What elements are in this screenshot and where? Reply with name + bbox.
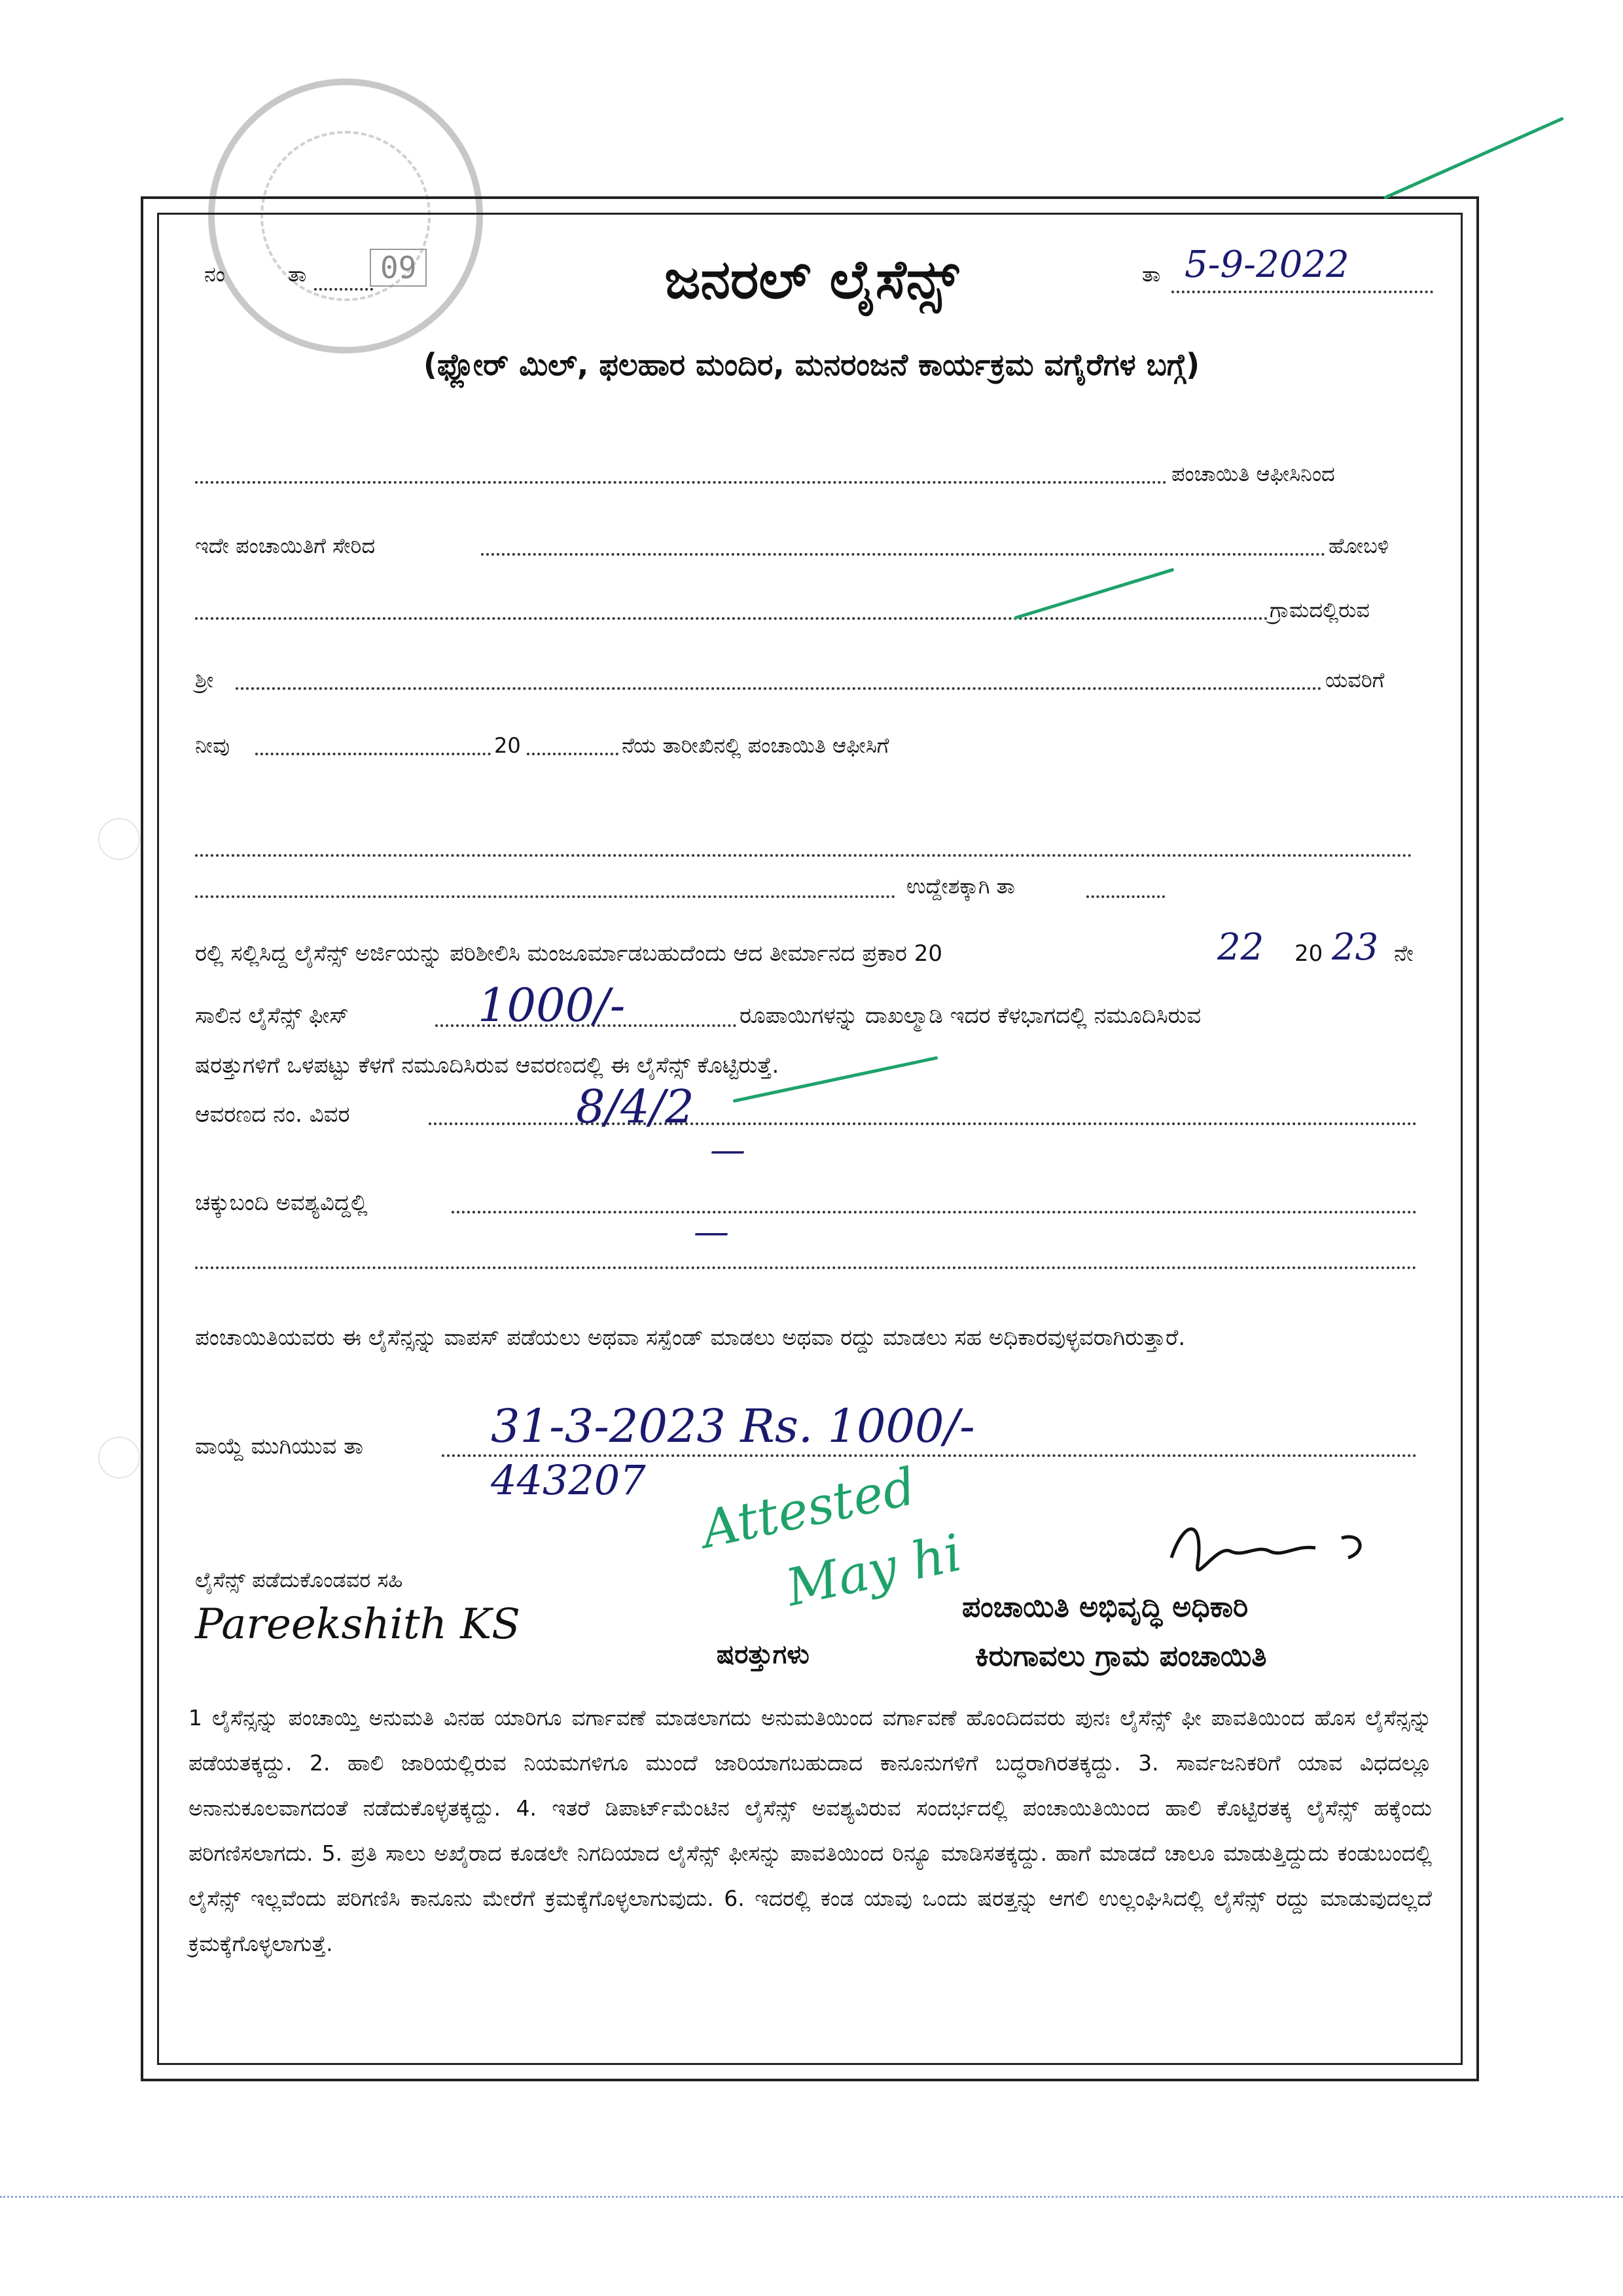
decision-text-end: ನೇ: [1394, 941, 1414, 967]
attestation-line-1: Attested: [696, 1457, 921, 1560]
decision-text: ರಲ್ಲಿ ಸಲ್ಲಿಸಿದ್ದ ಲೈಸೆನ್ಸ್ ಅರ್ಜಿಯನ್ನು ಪರಿಶೀಲಿಸಿ ಮಂಜೂರ್ಮಾಡಬಹುದೆಂದು ಆದ ತೀರ್ಮಾನದ ಪ್ರಕಾರ 20: [195, 941, 942, 967]
issue-date: 5-9-2022: [1185, 243, 1349, 286]
conditions-text: 1 ಲೈಸೆನ್ಸನ್ನು ಪಂಚಾಯ್ತಿ ಅನುಮತಿ ವಿನಹ ಯಾರಿಗೂ ವರ್ಗಾವಣೆ ಮಾಡಲಾಗದು ಅನುಮತಿಯಿಂದ ವರ್ಗಾವಣೆ ಹೊಂದಿದವರು ಪುನಃ ಲೈಸೆನ್ಸ್ ಫೀ ಪಾವತಿಯಿಂದ ಹೊಸ ಲೈಸೆನ್ಸನ್ನು ಪಡೆಯತಕ್ಕದ್ದು. 2. ಹಾಲಿ ಜಾರಿಯಲ್ಲಿರುವ ನಿಯಮಗಳಿಗೂ ಮುಂದೆ ಜಾರಿಯಾಗಬಹುದಾದ ಕಾನೂನುಗಳಿಗೆ ಬದ್ಧರಾಗಿರತಕ್ಕದ್ದು. 3. ಸಾರ್ವಜನಿಕರಿಗೆ ಯಾವ ವಿಧದಲ್ಲೂ ಅನಾನುಕೂಲವಾಗದಂತೆ ನಡೆದುಕೊಳ್ಳತಕ್ಕದ್ದು. 4. ಇತರೆ ಡಿಪಾರ್ಟ್‌ಮೆಂಟಿನ ಲೈಸೆನ್ಸ್ ಅವಶ್ಯವಿರುವ ಸಂದರ್ಭದಲ್ಲಿ ಪಂಚಾಯಿತಿಯಿಂದ ಹಾಲಿ ಕೊಟ್ಟಿರತಕ್ಕ ಲೈಸೆನ್ಸ್ ಹಕ್ಕೆಂದು ಪರಿಗಣಿಸಲಾಗದು. 5. ಪ್ರತಿ ಸಾಲು ಅಖೈರಾದ ಕೂಡಲೇ ನಿಗದಿಯಾದ ಲೈಸೆನ್ಸ್ ಫೀಸನ್ನು ಪಾವತಿಯಿಂದ ರಿನ್ಯೂ ಮಾಡಿಸತಕ್ಕದ್ದು. ಹಾಗೆ ಮಾಡದೆ ಚಾಲೂ ಮಾಡುತ್ತಿದ್ದುದು ಕಂಡುಬಂದಲ್ಲಿ ಲೈಸೆನ್ಸ್ ಇಲ್ಲವೆಂದು ಪರಿಗಣಿಸಿ ಕಾನೂನು ಮೇರೆಗೆ ಕ್ರಮಕ್ಕೆಗೊಳ್ಳಲಾಗುವುದು. 6. ಇದರಲ್ಲಿ ಕಂಡ ಯಾವು ಒಂದು ಷರತ್ತನ್ನು ಆಗಲಿ ಉಲ್ಲಂಘಿಸಿದಲ್ಲಿ ಲೈಸೆನ್ಸ್ ರದ್ದು ಮಾಡುವುದಲ್ಲದೆ ಕ್ರಮಕ್ಕೆಗೊಳ್ಳಲಾಗುತ್ತೆ.: [188, 1705, 1432, 1956]
conditions-line: ಷರತ್ತುಗಳಿಗೆ ಒಳಪಟ್ಟು ಕೆಳಗೆ ನಮೂದಿಸಿರುವ ಆವರಣದಲ್ಲಿ ಈ ಲೈಸೆನ್ಸ್ ಕೊಟ್ಟಿರುತ್ತೆ.: [195, 1052, 779, 1079]
hobli-name-line: [481, 553, 1325, 556]
application-date-dots-2: [527, 753, 618, 755]
shri-prefix: ಶ್ರೀ: [195, 668, 214, 692]
fee-prefix: ಸಾಲಿನ ಲೈಸೆನ್ಸ್ ಫೀಸ್: [195, 1003, 349, 1029]
hobli-prefix: ಇದೇ ಪಂಚಾಯಿತಿಗೆ ಸೇರಿದ: [195, 533, 376, 558]
serial-number: 09: [370, 249, 427, 287]
application-date-text: ನೆಯ ತಾರೀಖಿನಲ್ಲಿ ಪಂಚಾಯಿತಿ ಆಫೀಸಿಗೆ: [622, 733, 889, 758]
revoke-text: ಪಂಚಾಯಿತಿಯವರು ಈ ಲೈಸೆನ್ಸನ್ನು ವಾಪಸ್ ಪಡೆಯಲು ಅಥವಾ ಸಸ್ಪೆಂಡ್ ಮಾಡಲು ಅಥವಾ ರದ್ದು ಮಾಡಲು ಸಹ ಅಧಿಕಾರವುಳ್ಳವರಾಗಿರುತ್ತಾರೆ.: [195, 1325, 1186, 1351]
page-subtitle: (ಫ್ಲೋರ್ ಮಿಲ್, ಫಲಹಾರ ಮಂದಿರ, ಮನರಂಜನೆ ಕಾರ್ಯಕ್ರಮ ವಗೈರೆಗಳ ಬಗ್ಗೆ): [423, 347, 1200, 382]
licensee-name-line: [236, 687, 1322, 690]
chakkubandi-line-2: [195, 1266, 1417, 1269]
punch-hole: [98, 1437, 140, 1479]
page-title: ಜನರಲ್ ಲೈಸೆನ್ಸ್: [664, 249, 959, 311]
attestation-line-2: May hi: [781, 1523, 967, 1619]
enclosure-dash: —: [710, 1129, 745, 1170]
application-year-20: 20: [494, 733, 521, 758]
officer-title: ಪಂಚಾಯಿತಿ ಅಭಿವೃದ್ಧಿ ಅಧಿಕಾರಿ: [962, 1590, 1249, 1624]
village-suffix: ಗ್ರಾಮದಲ್ಲಿರುವ: [1270, 598, 1370, 622]
you-prefix: ನೀವು: [195, 733, 230, 758]
page-edge-line: [0, 2196, 1623, 2198]
chakkubandi-line-1: [452, 1211, 1417, 1213]
application-date-dots-1: [255, 753, 491, 755]
officer-office: ಕಿರುಗಾವಲು ಗ್ರಾಮ ಪಂಚಾಯಿತಿ: [975, 1640, 1267, 1673]
conditions-title: ಷರತ್ತುಗಳು: [717, 1640, 810, 1670]
purpose-line-2: [195, 895, 895, 898]
fee-value: 1000/-: [478, 978, 626, 1032]
expiry-value: 31-3-2023 Rs. 1000/-: [491, 1399, 975, 1453]
panchayat-name-line: [195, 481, 1167, 484]
licence-year-mid: 20: [1294, 941, 1323, 967]
fee-suffix: ರೂಪಾಯಿಗಳನ್ನು ದಾಖಲ್ಮಾಡಿ ಇದರ ಕೆಳಭಾಗದಲ್ಲಿ ನಮೂದಿಸಿರುವ: [740, 1003, 1202, 1029]
shri-suffix: ಯವರಿಗೆ: [1325, 668, 1385, 692]
purpose-line-1: [195, 854, 1412, 857]
purpose-date-dots: [1086, 895, 1165, 898]
enclosure-value: 8/4/2: [576, 1080, 694, 1134]
date-label: ತಾ: [1142, 262, 1161, 287]
serial-label: ನಂ: [204, 262, 225, 287]
officer-signature: [1158, 1505, 1374, 1597]
licensee-signature: Pareekshith KS: [195, 1600, 520, 1649]
chakkubandi-label: ಚಕ್ಕುಬಂದಿ ಅವಶ್ಯವಿದ್ದಲ್ಲಿ: [195, 1190, 368, 1216]
panchayat-suffix: ಪಂಚಾಯಿತಿ ಆಫೀಸಿನಿಂದ: [1171, 461, 1335, 486]
hobli-suffix: ಹೋಬಳಿ: [1329, 533, 1389, 558]
village-name-line: [195, 617, 1268, 620]
green-tick-mark: [1383, 117, 1564, 200]
enclosure-label: ಆವರಣದ ನಂ. ವಿವರ: [195, 1102, 350, 1128]
licensee-signature-label: ಲೈಸೆನ್ಸ್ ಪಡೆದುಕೊಂಡವರ ಸಹಿ: [195, 1568, 403, 1592]
receipt-number: 443207: [491, 1456, 646, 1504]
purpose-suffix: ಉದ್ದೇಶಕ್ಕಾಗಿ ತಾ: [906, 874, 1015, 899]
chakkubandi-dash: —: [694, 1211, 729, 1252]
licence-year-from: 22: [1217, 926, 1264, 969]
punch-hole: [98, 818, 140, 860]
serial-ta-label: ತಾ: [288, 262, 307, 287]
licence-year-to: 23: [1332, 926, 1379, 969]
expiry-label: ವಾಯ್ದೆ ಮುಗಿಯುವ ತಾ: [195, 1433, 364, 1460]
